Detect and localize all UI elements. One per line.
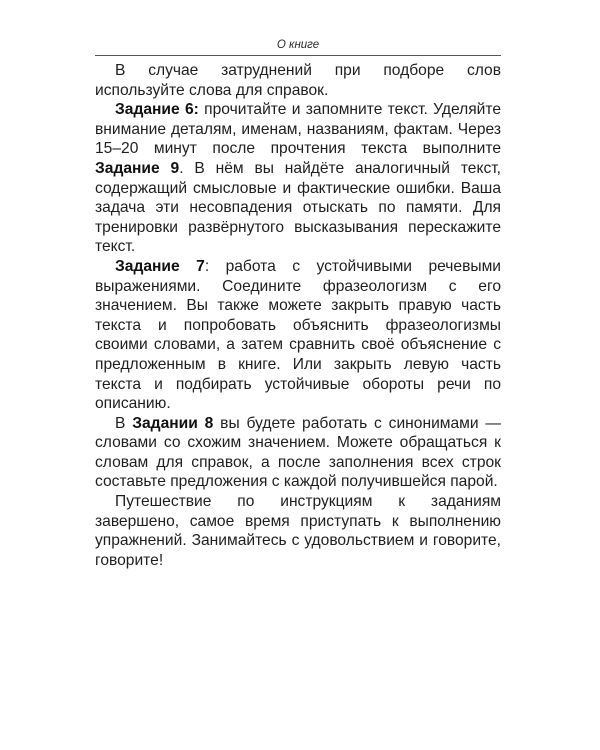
task-8-label: Задании 8 — [132, 414, 214, 432]
paragraph-task-6 — [95, 100, 501, 257]
running-title: О книге — [276, 39, 320, 51]
task-8-prefix: В — [115, 414, 133, 432]
task-8-text: вы будете работать с синонимами — словами со схожим значением. Можете обращаться к словам для справок, а после заполнения всех строк составьте предложения с каждой получившейся парой. — [95, 414, 502, 491]
task-7-label: Задание 7 — [115, 257, 205, 275]
paragraph-hint — [95, 61, 501, 100]
paragraph-hint-text: В случае затруднений при подборе слов используйте слова для справок. — [95, 62, 501, 99]
task-9-reference: Задание 9 — [95, 159, 180, 177]
conclusion-text: Путешествие по инструкциям к заданиям завершено, самое время приступать к выполнению упражнений. Занимайтесь с удовольствием и говорите, говорите! — [95, 493, 501, 569]
body-text — [95, 61, 501, 570]
paragraph-task-7 — [95, 257, 501, 414]
task-6-label: Задание 6: — [115, 101, 199, 119]
task-6-text-b: . В нём вы найдёте аналогичный текст, содержащий смысловые и фактические ошибки. Ваша задача эти несовпадения отыскать по памяти. Для тренировки развёрнутого высказывания перескажите текст. — [95, 159, 501, 256]
task-6-text-a: прочитайте и запомните текст. Уделяйте внимание деталям, именам, названиям, фактам. Через 15–20 минут после прочтения текста выполните — [95, 101, 501, 158]
paragraph-task-8 — [95, 414, 501, 492]
task-7-text: : работа с устойчивыми речевыми выражениями. Соедините фразеологизм с его значением. Вы также можете закрыть правую часть текста и попробовать объяснить фразеологизмы своими словами, а затем сравнить своё объяснение с предложенным в книге. Или закрыть левую часть текста и подбирать устойчивые обороты речи по описанию. — [95, 257, 502, 413]
header-rule — [95, 55, 501, 56]
paragraph-conclusion — [95, 492, 501, 570]
